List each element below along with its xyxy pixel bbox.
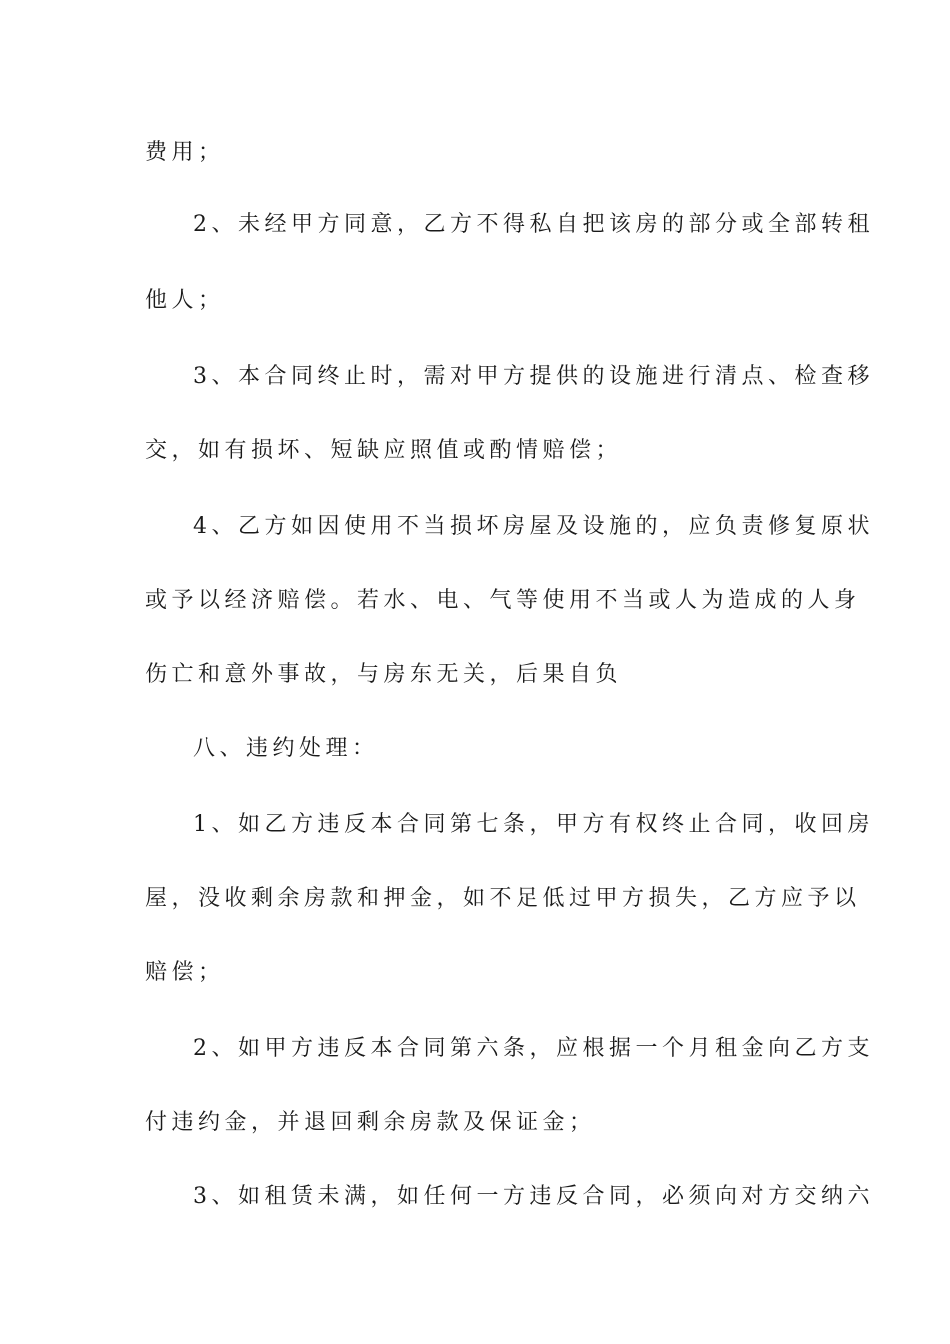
clause-2-line-2: 他人； xyxy=(145,288,225,313)
clause-4-line-2: 或予以经济赔偿。若水、电、气等使用不当或人为造成的人身 xyxy=(145,588,861,613)
clause-3-line-1: 3、本合同终止时，需对甲方提供的设施进行清点、检查移 xyxy=(193,364,874,389)
breach-clause-1-line-2: 屋，没收剩余房款和押金，如不足低过甲方损失，乙方应予以 xyxy=(145,886,861,911)
breach-clause-2-line-2: 付违约金，并退回剩余房款及保证金； xyxy=(145,1110,596,1135)
breach-clause-2-line-1: 2、如甲方违反本合同第六条，应根据一个月租金向乙方支 xyxy=(193,1036,874,1061)
breach-clause-1-line-1: 1、如乙方违反本合同第七条，甲方有权终止合同，收回房 xyxy=(193,812,874,837)
breach-clause-1-line-3: 赔偿； xyxy=(145,960,225,985)
text-line: 费用； xyxy=(145,140,225,165)
clause-3-line-2: 交，如有损坏、短缺应照值或酌情赔偿； xyxy=(145,438,623,463)
section-heading: 八、违约处理： xyxy=(193,736,379,761)
clause-4-line-3: 伤亡和意外事故，与房东无关，后果自负 xyxy=(145,662,623,687)
clause-4-line-1: 4、乙方如因使用不当损坏房屋及设施的，应负责修复原状 xyxy=(193,514,874,539)
breach-clause-3-line-1: 3、如租赁未满，如任何一方违反合同，必须向对方交纳六 xyxy=(193,1184,874,1209)
clause-2-line-1: 2、未经甲方同意，乙方不得私自把该房的部分或全部转租 xyxy=(193,212,874,237)
